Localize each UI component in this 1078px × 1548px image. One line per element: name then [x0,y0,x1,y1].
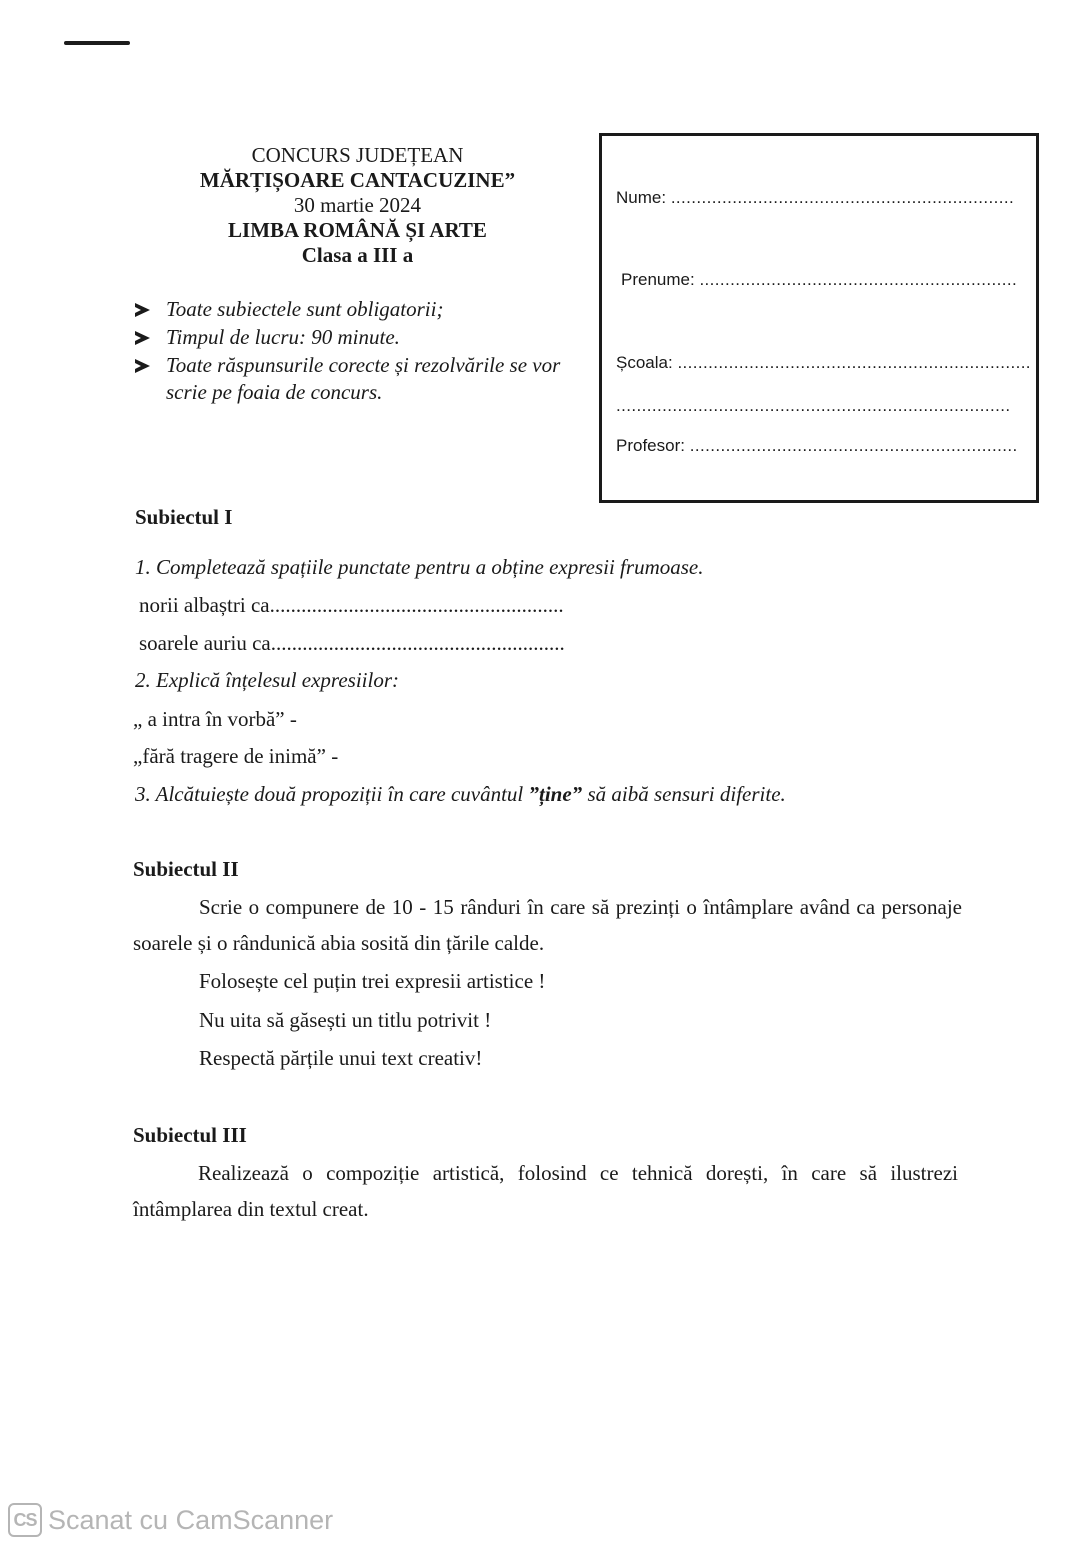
contest-subject: LIMBA ROMÂNĂ ȘI ARTE [228,218,487,242]
contest-name: MĂRȚIȘOARE CANTACUZINE” [199,168,516,192]
watermark-text: Scanat cu CamScanner [48,1504,334,1535]
subject1-q1-item-b: soarele auriu ca........................................................ [139,631,565,655]
subject2-hint1: Folosește cel puțin trei expresii artistice ! [199,969,546,993]
contest-date: 30 martie 2024 [293,193,422,217]
subject2-hint3: Respectă părțile unui text creativ! [199,1046,483,1070]
instruction-item: Timpul de lucru: 90 minute. [135,324,575,351]
camscanner-logo-icon: CS [8,1503,42,1537]
instruction-item: Toate răspunsurile corecte și rezolvările se vor scrie pe foaia de concurs. [135,352,575,406]
subject1-question1: 1. Completează spațiile punctate pentru a obține expresii frumoase. [135,555,704,579]
student-id-box [599,133,1039,503]
contest-grade: Clasa a III a [301,243,414,267]
subject1-q2-item-a: „ a intra în vorbă” - [133,707,297,731]
name-field[interactable]: Nume: ................................................................... [616,188,1015,207]
scan-mark [64,41,130,45]
camscanner-watermark [8,1503,333,1537]
instructions-list [135,296,575,407]
instruction-item: Toate subiectele sunt obligatorii; [135,296,575,323]
subject1-question2: 2. Explică înțelesul expresiilor: [135,668,399,692]
firstname-field[interactable]: Prenume: .............................................................. [621,270,1018,289]
contest-title: CONCURS JUDEȚEAN [251,143,464,167]
arrow-bullet-icon [135,359,150,373]
school-field[interactable]: Școala: ..................................................................... [616,353,1031,372]
subject1-title: Subiectul I [135,505,233,529]
subject1-q1-item-a: norii albaștri ca........................................................ [139,593,564,617]
school-field-line2[interactable]: ............................................................................. [616,396,1011,415]
subject1-q2-item-b: „fără tragere de inimă” - [133,744,339,768]
subject2-hint2: Nu uita să găsești un titlu potrivit ! [199,1008,492,1032]
arrow-bullet-icon [135,331,150,345]
subject3-task: Realizează o compoziție artistică, folosind ce tehnică dorești, în care să ilustrezi întâmplarea din textul creat. [133,1161,958,1221]
subject2-task: Scrie o compunere de 10 - 15 rânduri în care să prezinți o întâmplare având ca personaje soarele și o rândunică abia sosită din țările calde. [133,895,962,955]
subject1-question3: 3. Alcătuiește două propoziții în care cuvântul ”ține” să aibă sensuri diferite. [135,782,786,806]
arrow-bullet-icon [135,303,150,317]
contest-header [160,143,555,268]
subject3-title: Subiectul III [133,1123,247,1147]
teacher-field[interactable]: Profesor: ................................................................ [616,436,1018,455]
subject2-title: Subiectul II [133,857,239,881]
